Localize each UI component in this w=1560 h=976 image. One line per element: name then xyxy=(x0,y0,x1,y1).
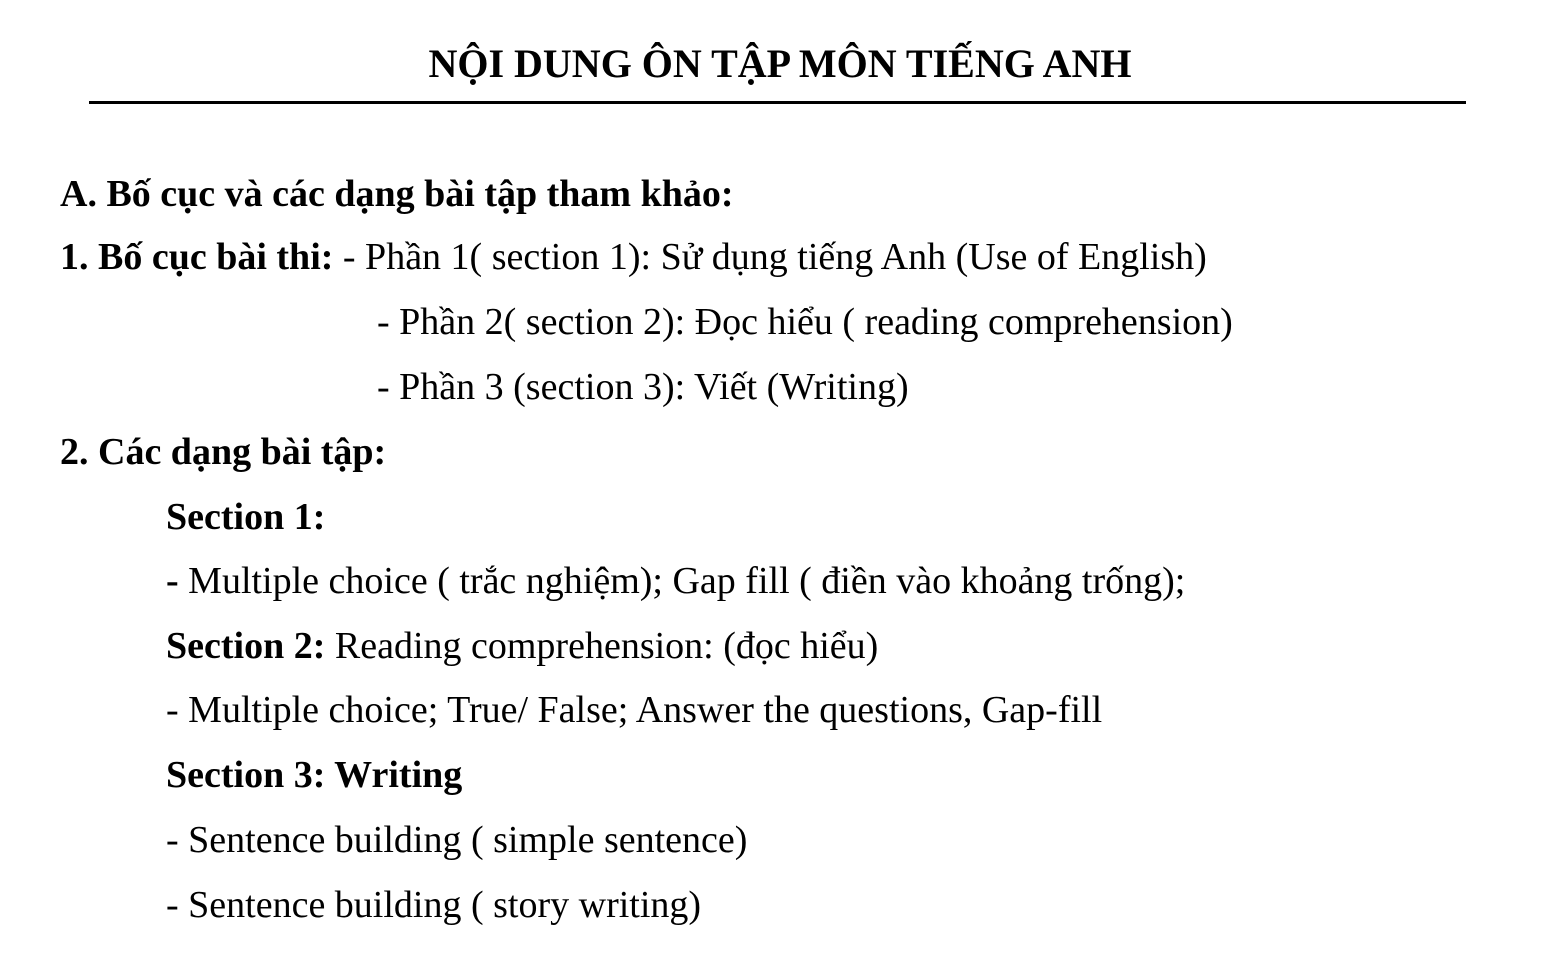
section-1-items-text: Multiple choice ( trắc nghiệm); Gap fill ( điền vào khoảng trống); xyxy=(178,560,1186,602)
section-2-line xyxy=(166,623,878,669)
section-3-item-1: - Sentence building ( simple sentence) xyxy=(166,819,748,861)
section-3-title: Section 3: Writing xyxy=(166,754,463,796)
page-title: NỘI DUNG ÔN TẬP MÔN TIẾNG ANH xyxy=(428,41,1132,86)
section-2-title: Section 2: xyxy=(166,625,326,667)
layout-part-1: - Phần 1( section 1): Sử dụng tiếng Anh (Use of English) xyxy=(333,236,1207,278)
section-3-item-2: - Sentence building ( story writing) xyxy=(166,884,702,926)
section-1-title: Section 1: xyxy=(166,496,326,538)
layout-part-2: - Phần 2( section 2): Đọc hiểu ( reading comprehension) xyxy=(377,301,1233,343)
layout-part-3: - Phần 3 (section 3): Viết (Writing) xyxy=(377,366,909,408)
section-1-dash: - xyxy=(166,560,179,602)
exercise-types-heading: 2. Các dạng bài tập: xyxy=(60,431,387,473)
section-2-subtitle: Reading comprehension: (đọc hiểu) xyxy=(325,625,879,667)
section-2-items: - Multiple choice; True/ False; Answer the questions, Gap-fill xyxy=(166,689,1103,731)
section-1-items xyxy=(166,558,1185,604)
section-a-heading: A. Bố cục và các dạng bài tập tham khảo: xyxy=(60,173,734,215)
title-underline xyxy=(89,101,1466,104)
layout-label: 1. Bố cục bài thi: xyxy=(60,236,334,278)
layout-line-1 xyxy=(60,234,1207,280)
